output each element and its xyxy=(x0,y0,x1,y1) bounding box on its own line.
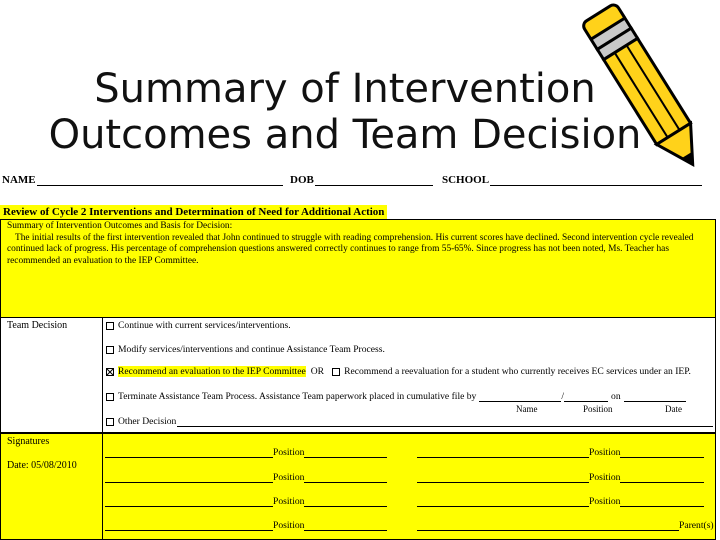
summary-label: Summary of Intervention Outcomes and Basis for Decision: xyxy=(7,221,233,231)
signatures-section xyxy=(0,433,716,540)
sub-label-name: Name xyxy=(516,404,538,414)
option-modify[interactable]: Modify services/interventions and continue Assistance Team Process. xyxy=(106,344,385,355)
dob-field[interactable] xyxy=(290,174,433,186)
name-label: NAME xyxy=(2,174,36,186)
summary-text[interactable]: The initial results of the first intervention revealed that John continued to struggle with reading comprehension. His current scores have declined. Second intervention cycle revealed continued lack of progress. His percentage of comprehension questions answered correctly continues to range from 55-65%. Since progress has not been noted, Ms. Teacher has recommended an evaluation to the IEP Committee. xyxy=(7,232,694,266)
student-info-row xyxy=(0,174,716,190)
other-decision-field[interactable] xyxy=(177,417,713,427)
name-field[interactable] xyxy=(2,174,283,186)
option-terminate[interactable]: Terminate Assistance Team Process. Assistance Team paperwork placed in cumulative file by / on xyxy=(106,391,686,402)
slide-title-line-2: Outcomes and Team Decision xyxy=(48,112,642,158)
signature-line[interactable]: Position xyxy=(417,496,704,507)
signatures-label: Signatures xyxy=(7,436,50,447)
terminate-position-field[interactable] xyxy=(564,392,608,402)
signature-line[interactable]: Position xyxy=(417,472,704,483)
sub-label-position: Position xyxy=(583,404,613,414)
review-heading: Review of Cycle 2 Interventions and Determination of Need for Additional Action xyxy=(0,205,387,219)
checkbox-continue[interactable] xyxy=(106,322,114,330)
checkbox-modify[interactable] xyxy=(106,346,114,354)
team-decision-section xyxy=(0,317,716,433)
checkbox-other[interactable] xyxy=(106,418,114,426)
school-field[interactable] xyxy=(442,174,702,186)
slide-title-line-1: Summary of Intervention xyxy=(94,66,596,112)
signature-line[interactable]: Position xyxy=(105,496,387,507)
meeting-date: Date: 05/08/2010 xyxy=(7,460,77,471)
team-decision-label: Team Decision xyxy=(7,320,68,331)
option-continue[interactable]: Continue with current services/interventions. xyxy=(106,320,291,331)
terminate-date-field[interactable] xyxy=(624,392,686,402)
option-reevaluation-label: Recommend a reevaluation for a student who currently receives EC services under an IEP. xyxy=(344,366,691,377)
check-x-icon xyxy=(107,369,113,375)
terminate-name-field[interactable] xyxy=(479,392,561,402)
signature-line[interactable]: Position xyxy=(105,472,387,483)
summary-box xyxy=(0,219,716,317)
parent-signature-line[interactable]: Parent(s) xyxy=(417,520,714,531)
signature-line[interactable]: Position xyxy=(417,447,704,458)
option-other[interactable]: Other Decision xyxy=(106,416,713,427)
option-recommend-evaluation-label: Recommend an evaluation to the IEP Committee xyxy=(118,366,306,377)
school-label: SCHOOL xyxy=(442,174,490,186)
signature-line[interactable]: Position xyxy=(105,447,387,458)
signature-line[interactable]: Position xyxy=(105,520,387,531)
option-recommend-evaluation[interactable]: Recommend an evaluation to the IEP Committee OR Recommend a reevaluation for a student who currently receives EC services under an IEP. xyxy=(106,366,691,377)
dob-label: DOB xyxy=(290,174,314,186)
checkbox-terminate[interactable] xyxy=(106,393,114,401)
checkbox-recommend-evaluation[interactable] xyxy=(106,368,114,376)
sub-label-date: Date xyxy=(665,404,682,414)
checkbox-reevaluation[interactable] xyxy=(332,368,340,376)
